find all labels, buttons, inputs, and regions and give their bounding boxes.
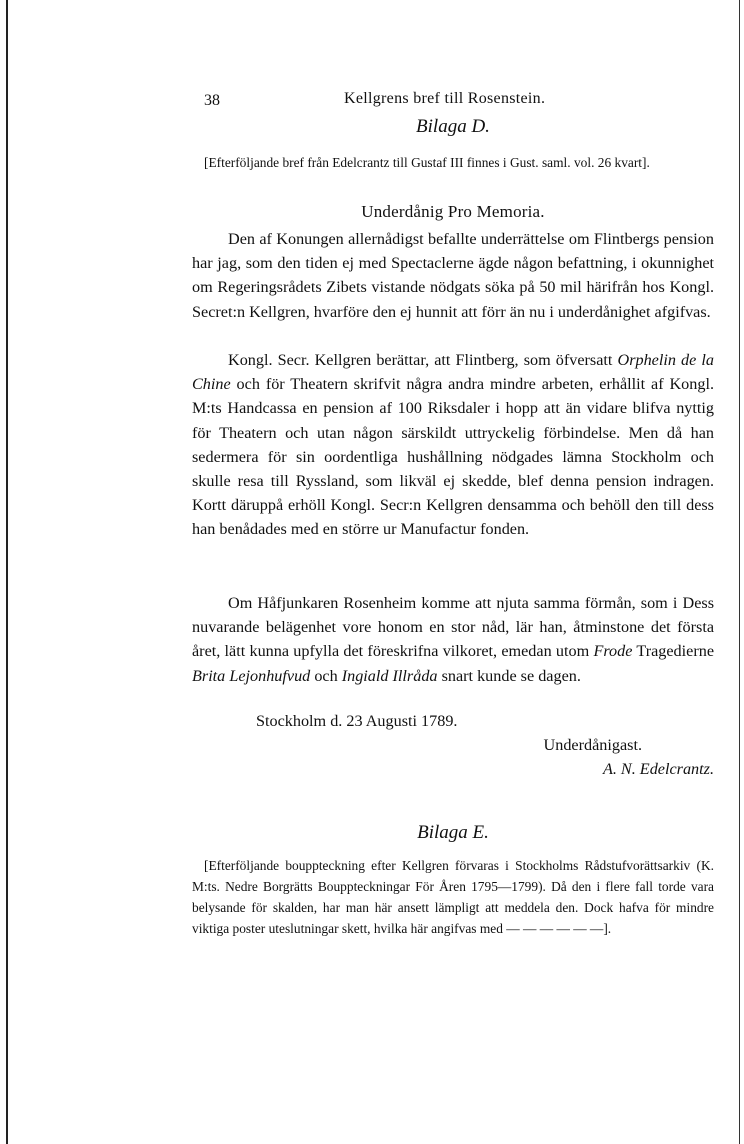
para3-title-brita: Brita Lejonhufvud [192, 666, 311, 685]
scan-edge-left [6, 0, 8, 1144]
memo-paragraph-1: Den af Konungen allernådigst befallte underrättelse om Flintbergs pension har jag, som den tiden ej med Spectaclerne ägde någon befattning, i okunnighet om Regeringsrådets Zibets vistande nödgats söka på 50 mil härifrån hos Kongl. Secret:n Kellgren, hvarföre den ej hunnit att förr än nu i underdånighet afgifvas. [192, 230, 714, 321]
place-date: Stockholm d. 23 Augusti 1789. [256, 712, 458, 730]
para2-text-b: och för Theatern skrifvit några andra mindre arbeten, erhållit af Kongl. M:ts Handcassa en pension af 100 Riksdaler i hopp att än vidare blifva nyttig för Theatern och utan någon särskildt uttryckelig förbindelse. Men då han sedermera för sin oordentliga hushållning nödgades lämna Stockholm och skulle resa till Ryssland, som likväl ej skedde, blef denna pension indragen. Kortt däruppå erhöll Kongl. Secr:n Kellgren densamma och behöll den till dess han benådades med en större ur Manufactur fonden. [192, 375, 714, 539]
appendix-e-note-text: [Efterföljande bouppteckning efter Kellgren förvaras i Stockholms Rådstufvorättsarkiv (K. M:ts. Nedre Borgrätts Bouppteckningar För Åren 1795—1799). Då den i flere fall torde vara belysande för skalden, har man här ansett lämpligt att meddela den. Dock hafva för mindre viktiga poster uteslutningar skett, hvilka här angifvas med — — — — — —]. [192, 858, 714, 936]
closing-formula: Underdånigast. [543, 736, 642, 754]
page-number: 38 [204, 92, 220, 109]
appendix-d-note [192, 152, 714, 173]
memo-title: Underdånig Pro Memoria. [361, 202, 545, 221]
scan-edge-right [739, 0, 740, 1144]
appendix-e-heading: Bilaga E. [417, 822, 489, 843]
para3-text-c: och [310, 666, 342, 685]
signature: A. N. Edelcrantz. [602, 760, 714, 778]
para3-title-frode: Frode [593, 642, 633, 661]
para2-text-a: Kongl. Secr. Kellgren berättar, att Flintberg, som öfversatt [228, 351, 618, 369]
appendix-d-note-text: [Efterföljande bref från Edelcrantz till Gustaf III finnes i Gust. saml. vol. 26 kvart]. [204, 155, 650, 170]
memo-paragraph-3 [192, 591, 714, 688]
memo-paragraph-2 [192, 348, 714, 542]
para3-text-b: Tragedierne [632, 642, 714, 661]
para3-text-d: snart kunde se dagen. [437, 666, 581, 685]
appendix-d-heading: Bilaga D. [416, 116, 490, 137]
para2-title-orphelin: Orphelin de la Chine [192, 351, 714, 394]
para3-title-ingiald: Ingiald Illråda [341, 666, 438, 685]
para3-text-a: Om Håfjunkaren Rosenheim komme att njuta samma förmån, som i Dess nuvarande belägenhet vore honom en stor nåd, lär han, åtminstone det första året, lätt kunna upfylla det föreskrifna vilkoret, emedan utom [192, 594, 714, 661]
appendix-e-note [192, 855, 714, 939]
running-title: Kellgrens bref till Rosenstein. [344, 90, 546, 107]
